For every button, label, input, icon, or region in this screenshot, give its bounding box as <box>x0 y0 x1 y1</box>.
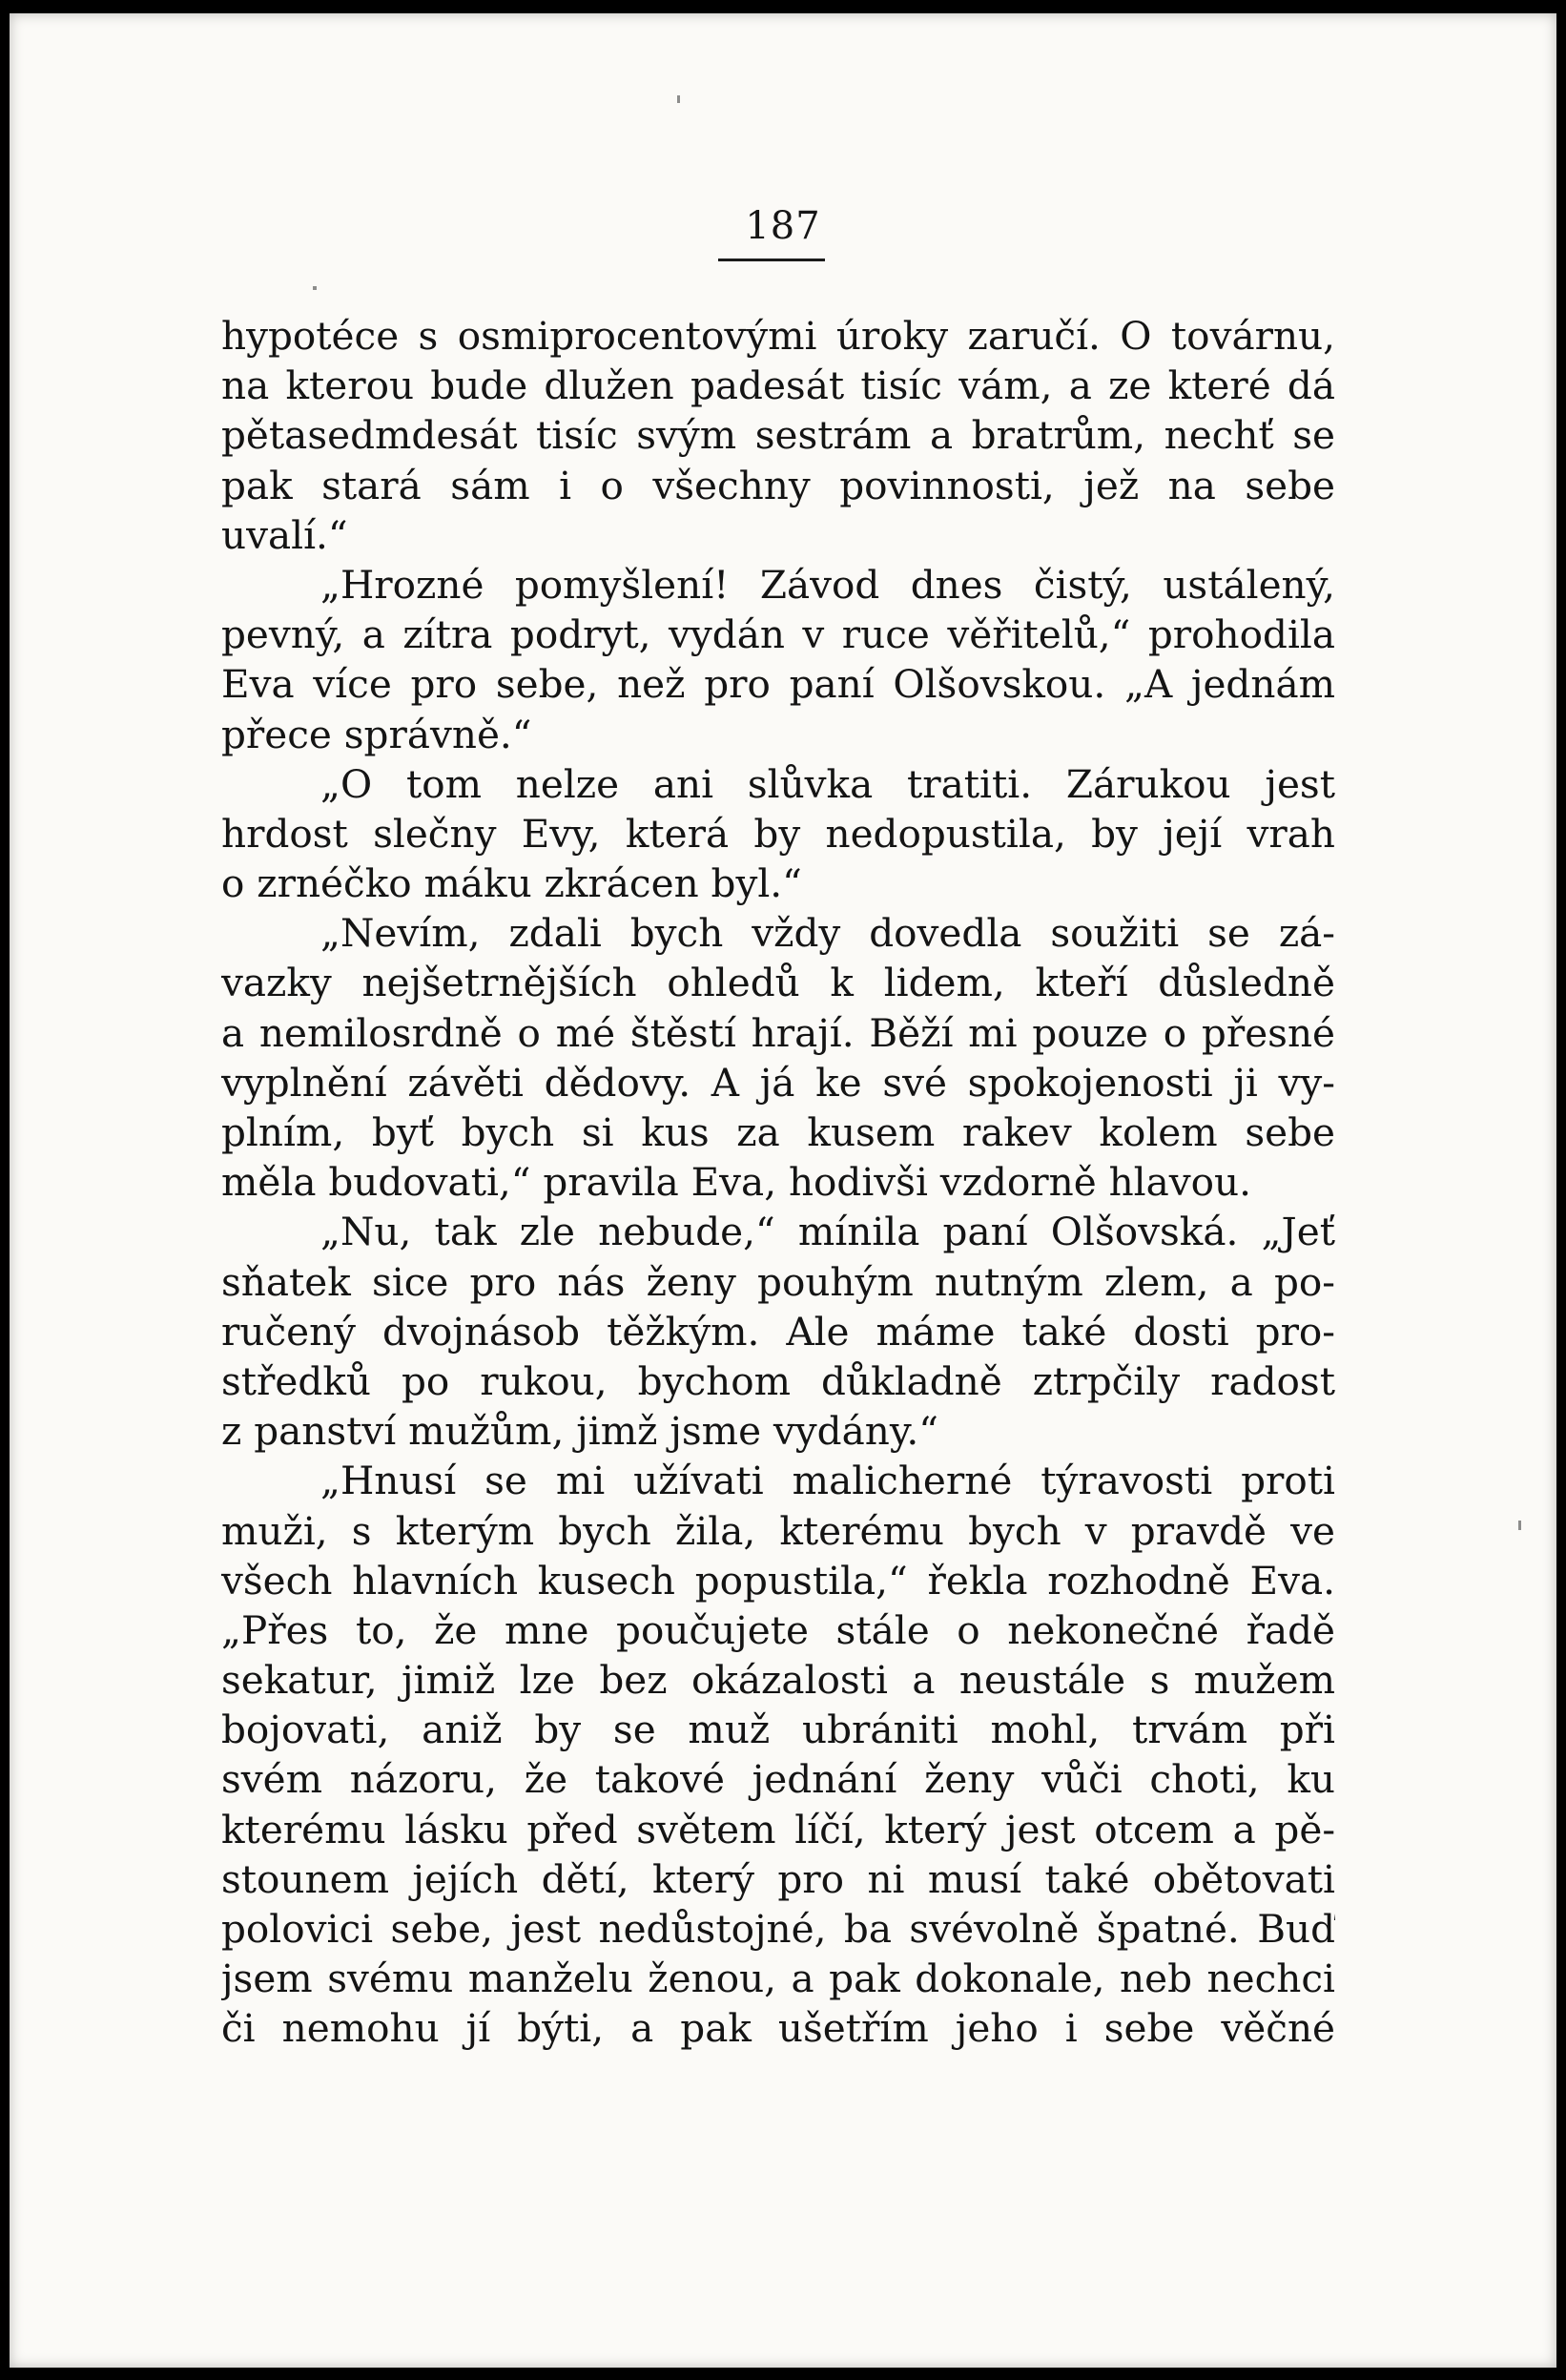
text-line: jsem svému manželu ženou, a pak dokonale, neb nechci <box>221 1956 1335 2002</box>
body-text <box>221 311 1335 2054</box>
text-line: středků po rukou, bychom důkladně ztrpčily radost <box>221 1357 1335 1404</box>
text-line: vyplnění závěti dědovy. A já ke své spokojenosti ji vy- <box>221 1059 1335 1106</box>
scan-speck <box>677 95 680 103</box>
page-number-rule <box>718 259 825 261</box>
text-line: „Přes to, že mne poučujete stále o nekonečné řadě <box>221 1606 1335 1653</box>
text-line: „Hnusí se mi užívati malicherné týravosti proti <box>320 1458 1335 1504</box>
text-line: na kterou bude dlužen padesát tisíc vám, a ze které dá <box>221 362 1335 409</box>
scan-speck <box>1518 1521 1521 1530</box>
text-line: o zrnéčko máku zkrácen byl.“ <box>221 860 802 907</box>
text-line: plním, byť bych si kus za kusem rakev kolem sebe <box>221 1109 1335 1155</box>
text-line: pevný, a zítra podryt, vydán v ruce věřitelů,“ prohodila <box>221 611 1335 658</box>
text-line: svém názoru, že takové jednání ženy vůči choti, ku <box>221 1756 1335 1803</box>
text-line: všech hlavních kusech popustila,“ řekla rozhodně Eva. <box>221 1557 1335 1604</box>
text-line: „Nevím, zdali bych vždy dovedla soužiti se zá- <box>320 910 1335 957</box>
page-number: 187 <box>745 204 821 248</box>
text-line: hypotéce s osmiprocentovými úroky zaručí. O továrnu, <box>221 313 1335 359</box>
text-line: Eva více pro sebe, než pro paní Olšovskou. „A jednám <box>221 661 1335 708</box>
text-line: přece správně.“ <box>221 711 532 757</box>
text-line: stounem jejích dětí, který pro ni musí také obětovati <box>221 1855 1335 1902</box>
text-line: muži, s kterým bych žila, kterému bych v pravdě ve <box>221 1507 1335 1554</box>
text-line: uvalí.“ <box>221 511 348 558</box>
text-line: hrdost slečny Evy, která by nedopustila, by její vrah <box>221 810 1335 857</box>
text-line: „Nu, tak zle nebude,“ mínila paní Olšovská. „Jeť <box>320 1209 1335 1255</box>
text-line: vazky nejšetrnějších ohledů k lidem, kteří důsledně <box>221 960 1335 1006</box>
text-line: „O tom nelze ani slůvka tratiti. Zárukou jest <box>320 760 1335 807</box>
text-line: a nemilosrdně o mé štěstí hrají. Běží mi pouze o přesné <box>221 1009 1335 1056</box>
text-line: pak stará sám i o všechny povinnosti, jež na sebe <box>221 462 1335 508</box>
text-line: „Hrozné pomyšlení! Závod dnes čistý, ustálený, <box>320 561 1335 608</box>
book-page <box>10 13 1556 2368</box>
text-line: měla budovati,“ pravila Eva, hodivši vzdorně hlavou. <box>221 1159 1251 1206</box>
scan-speck <box>313 286 317 290</box>
text-line: ručený dvojnásob těžkým. Ale máme také dosti pro- <box>221 1308 1335 1355</box>
text-line: pětasedmdesát tisíc svým sestrám a bratrům, nechť se <box>221 412 1335 459</box>
text-line: sňatek sice pro nás ženy pouhým nutným zlem, a po- <box>221 1258 1335 1305</box>
text-line: bojovati, aniž by se muž ubrániti mohl, trvám při <box>221 1707 1335 1753</box>
text-line: z panství mužům, jimž jsme vydány.“ <box>221 1408 938 1455</box>
text-line: kterému lásku před světem líčí, který jest otcem a pě- <box>221 1806 1335 1852</box>
text-line: sekatur, jimiž lze bez okázalosti a neustále s mužem <box>221 1657 1335 1704</box>
text-line: polovici sebe, jest nedůstojné, ba svévolně špatné. Buď <box>221 1906 1335 1952</box>
text-line: či nemohu jí býti, a pak ušetřím jeho i sebe věčné <box>221 2005 1335 2052</box>
